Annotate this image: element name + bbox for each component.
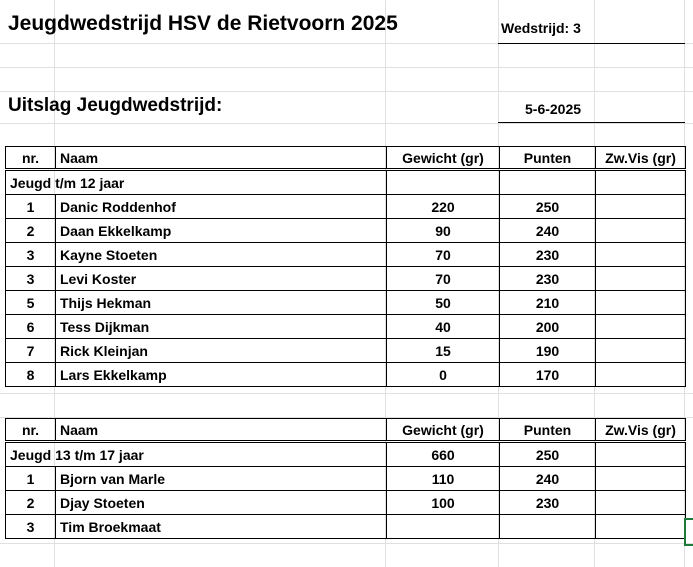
points-cell: 190	[500, 339, 596, 363]
rank-cell: 7	[6, 339, 56, 363]
zwvis-cell	[596, 515, 686, 539]
empty-cell	[596, 442, 686, 467]
name-cell: Rick Kleinjan	[56, 339, 387, 363]
zwvis-cell	[596, 339, 686, 363]
name-cell: Kayne Stoeten	[56, 243, 387, 267]
group-label: Jeugd t/m 12 jaar	[6, 170, 387, 195]
rank-cell: 8	[6, 363, 56, 387]
points-cell: 210	[500, 291, 596, 315]
col-punten: Punten	[500, 419, 596, 442]
header-row	[6, 147, 686, 170]
weight-cell: 70	[387, 267, 500, 291]
name-cell: Daan Ekkelkamp	[56, 219, 387, 243]
name-cell: Djay Stoeten	[56, 491, 387, 515]
points-cell: 230	[500, 491, 596, 515]
rank-cell: 5	[6, 291, 56, 315]
rank-cell: 2	[6, 491, 56, 515]
col-zwvis: Zw.Vis (gr)	[596, 419, 686, 442]
group-label-row	[6, 442, 686, 467]
table-row	[6, 291, 686, 315]
col-nr: nr.	[6, 147, 56, 170]
results-table-group1	[5, 146, 686, 387]
weight-cell: 50	[387, 291, 500, 315]
date-value: 5-6-2025	[525, 101, 582, 117]
table-row	[6, 195, 686, 219]
rank-cell: 6	[6, 315, 56, 339]
weight-cell: 90	[387, 219, 500, 243]
col-zwvis: Zw.Vis (gr)	[596, 147, 686, 170]
zwvis-cell	[596, 315, 686, 339]
table-row	[6, 219, 686, 243]
points-cell: 250	[500, 195, 596, 219]
table-row	[6, 315, 686, 339]
points-cell	[500, 515, 596, 539]
header-row	[6, 419, 686, 442]
points-cell: 240	[500, 219, 596, 243]
table-row	[6, 467, 686, 491]
weight-cell	[387, 515, 500, 539]
zwvis-cell	[596, 491, 686, 515]
rank-cell: 1	[6, 195, 56, 219]
table-row	[6, 243, 686, 267]
table-row	[6, 267, 686, 291]
empty-cell	[500, 170, 596, 195]
name-cell: Tess Dijkman	[56, 315, 387, 339]
wedstrijd-underline	[498, 43, 685, 44]
rank-cell: 3	[6, 515, 56, 539]
group-label: Jeugd 13 t/m 17 jaar	[6, 442, 387, 467]
rank-cell: 3	[6, 243, 56, 267]
weight-cell: 0	[387, 363, 500, 387]
name-cell: Danic Roddenhof	[56, 195, 387, 219]
zwvis-cell	[596, 267, 686, 291]
points-cell: 200	[500, 315, 596, 339]
weight-cell: 40	[387, 315, 500, 339]
zwvis-cell	[596, 219, 686, 243]
wedstrijd-label: Wedstrijd: 3	[501, 20, 581, 36]
group-punten: 250	[500, 442, 596, 467]
table-row	[6, 363, 686, 387]
name-cell: Tim Broekmaat	[56, 515, 387, 539]
group-label-row	[6, 170, 686, 195]
zwvis-cell	[596, 291, 686, 315]
col-punten: Punten	[500, 147, 596, 170]
group-gewicht: 660	[387, 442, 500, 467]
col-nr: nr.	[6, 419, 56, 442]
zwvis-cell	[596, 363, 686, 387]
name-cell: Thijs Hekman	[56, 291, 387, 315]
name-cell: Lars Ekkelkamp	[56, 363, 387, 387]
results-table-group2	[5, 418, 686, 539]
empty-cell	[387, 170, 500, 195]
selected-cell-indicator[interactable]	[684, 518, 693, 546]
points-cell: 230	[500, 243, 596, 267]
zwvis-cell	[596, 195, 686, 219]
zwvis-cell	[596, 243, 686, 267]
col-gewicht: Gewicht (gr)	[387, 147, 500, 170]
col-naam: Naam	[56, 419, 387, 442]
sheet-title: Jeugdwedstrijd HSV de Rietvoorn 2025	[8, 12, 398, 35]
zwvis-cell	[596, 467, 686, 491]
points-cell: 170	[500, 363, 596, 387]
empty-cell	[596, 170, 686, 195]
table-row	[6, 339, 686, 363]
weight-cell: 220	[387, 195, 500, 219]
col-naam: Naam	[56, 147, 387, 170]
table-row	[6, 491, 686, 515]
rank-cell: 2	[6, 219, 56, 243]
points-cell: 230	[500, 267, 596, 291]
name-cell: Levi Koster	[56, 267, 387, 291]
weight-cell: 70	[387, 243, 500, 267]
col-gewicht: Gewicht (gr)	[387, 419, 500, 442]
points-cell: 240	[500, 467, 596, 491]
weight-cell: 100	[387, 491, 500, 515]
weight-cell: 15	[387, 339, 500, 363]
name-cell: Bjorn van Marle	[56, 467, 387, 491]
weight-cell: 110	[387, 467, 500, 491]
rank-cell: 1	[6, 467, 56, 491]
subtitle: Uitslag Jeugdwedstrijd:	[8, 95, 223, 116]
table-row	[6, 515, 686, 539]
date-underline	[498, 122, 685, 123]
rank-cell: 3	[6, 267, 56, 291]
